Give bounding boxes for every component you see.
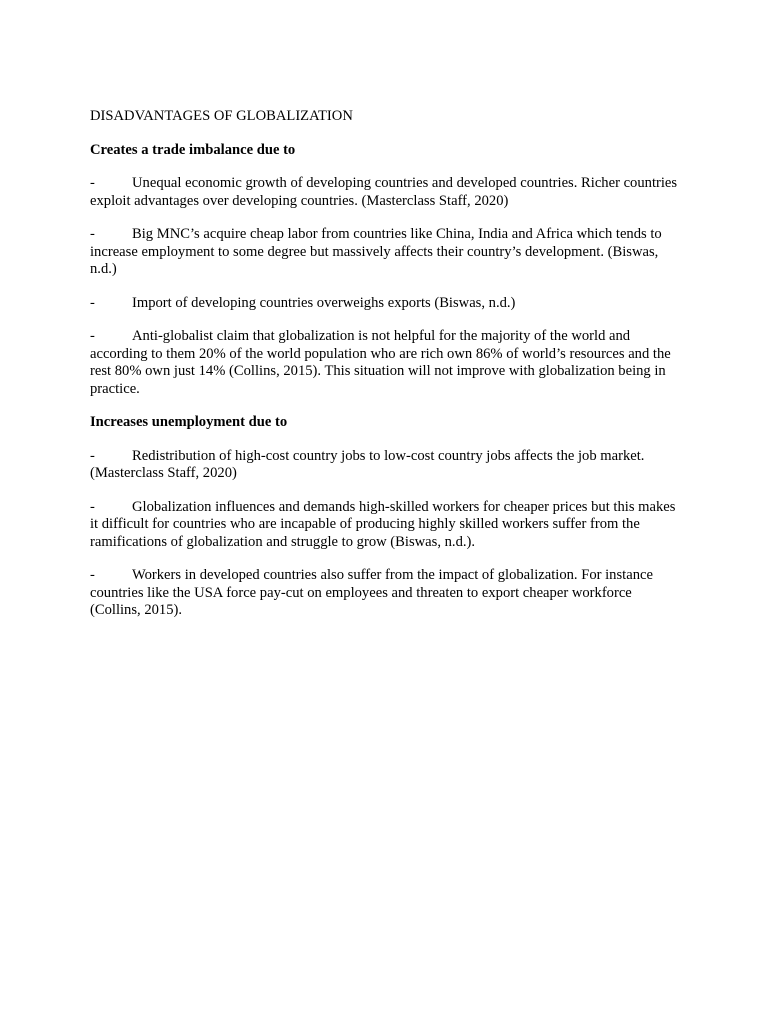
list-item-text: Workers in developed countries also suffer from the impact of globalization. For instance countries like the USA force pay-cut on employees and threaten to export cheaper workforce (Collins, 2015).	[90, 567, 653, 618]
list-item-text: Anti-globalist claim that globalization is not helpful for the majority of the world and according to them 20% of the world population who are rich own 86% of world’s resources and the rest 80% own just 14% (Collins, 2015). This situation will not improve with globalization being in practice.	[90, 328, 671, 397]
list-item-text: Unequal economic growth of developing countries and developed countries. Richer countries exploit advantages over developing countries. (Masterclass Staff, 2020)	[90, 175, 678, 209]
bullet-dash: -	[90, 294, 95, 311]
document-title: DISADVANTAGES OF GLOBALIZATION	[90, 108, 353, 124]
bullet-dash: -	[90, 498, 95, 515]
section-heading-trade-imbalance: Creates a trade imbalance due to	[90, 141, 296, 158]
list-item	[90, 567, 680, 620]
bullet-dash: -	[90, 175, 95, 191]
list-item-text: Redistribution of high-cost country jobs to low-cost country jobs affects the job market. (Masterclass Staff, 2020)	[90, 447, 645, 481]
list-item	[90, 328, 680, 398]
bullet-dash: -	[90, 226, 95, 242]
bullet-dash: -	[90, 567, 95, 583]
list-item	[90, 295, 680, 313]
list-item-text: Import of developing countries overweighs exports (Biswas, n.d.)	[132, 294, 516, 311]
document-body	[90, 108, 680, 636]
list-item	[90, 175, 680, 210]
list-item	[90, 499, 680, 552]
list-item	[90, 448, 680, 483]
section-heading-unemployment: Increases unemployment due to	[90, 414, 288, 430]
bullet-dash: -	[90, 328, 95, 344]
bullet-dash: -	[90, 447, 95, 464]
list-item	[90, 226, 680, 279]
list-item-text: Big MNC’s acquire cheap labor from countries like China, India and Africa which tends to increase employment to some degree but massively affects their country’s development. (Biswas, n.d.)	[90, 226, 662, 277]
list-item-text: Globalization influences and demands high-skilled workers for cheaper prices but this makes it difficult for countries who are incapable of producing highly skilled workers suffer from the ramifications of globalization and struggle to grow (Biswas, n.d.).	[90, 498, 676, 550]
